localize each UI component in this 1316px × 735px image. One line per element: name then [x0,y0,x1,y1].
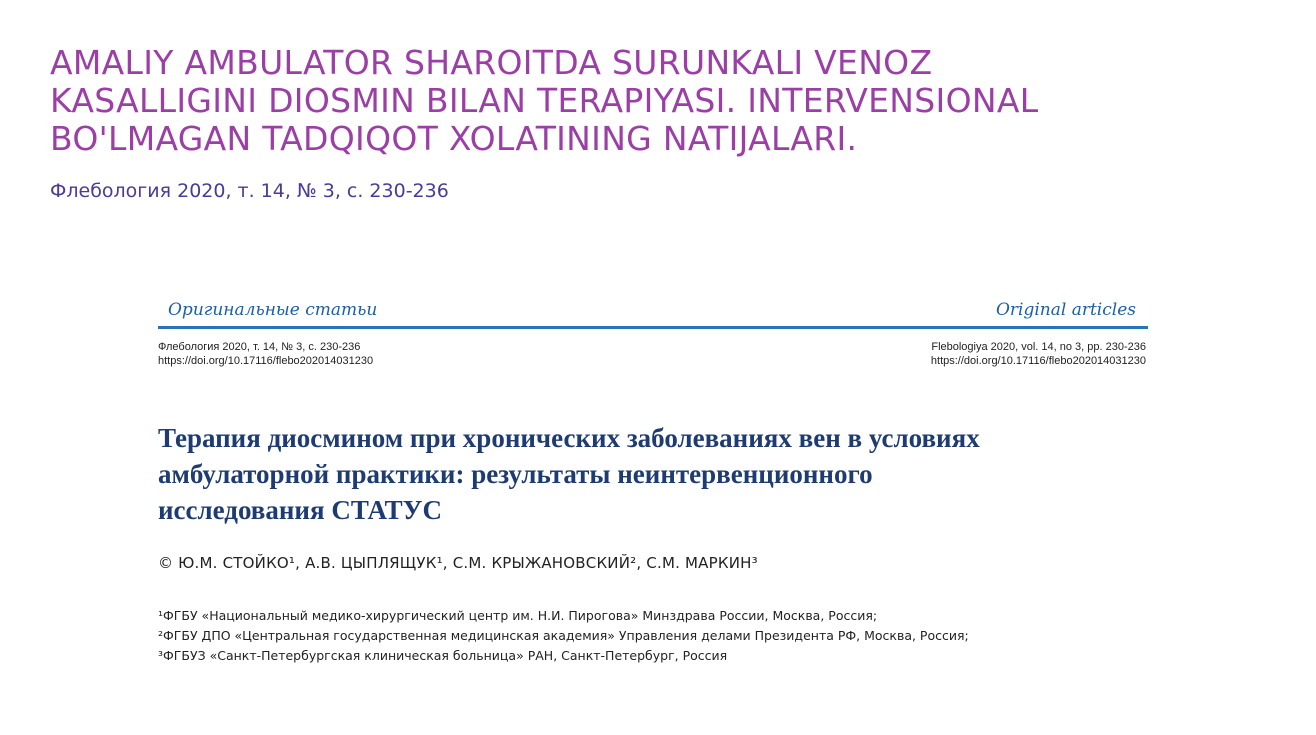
affiliation-3: ³ФГБУЗ «Санкт-Петербургская клиническая больница» РАН, Санкт-Петербург, Россия [158,648,728,663]
doi-link-left: https://doi.org/10.17116/flebo202014031230 [158,355,374,367]
article-title-line-1: Терапия диосмином при хронических заболеваниях вен в условиях [158,423,980,453]
journal-ref-ru: Флебология 2020, т. 14, № 3, с. 230-236 [158,341,361,353]
slide-title-line-1: AMALIY AMBULATOR SHAROITDA SURUNKALI VENOZ [50,43,933,82]
section-divider [158,326,1148,329]
journal-meta-ru [158,340,373,368]
article-excerpt [158,296,1148,676]
section-label-ru: Оригинальные статьи [168,300,378,320]
slide-title-line-2: KASALLIGINI DIOSMIN BILAN TERAPIYASI. INTERVENSIONAL [50,81,1039,120]
section-label-en: Original articles [995,300,1136,320]
article-authors: © Ю.М. СТОЙКО¹, А.В. ЦЫПЛЯЩУК¹, С.М. КРЫЖАНОВСКИЙ², С.М. МАРКИН³ [158,554,758,572]
journal-ref-en: Flebologiya 2020, vol. 14, no 3, pp. 230-236 [931,341,1146,353]
slide-citation: Флебология 2020, т. 14, № 3, с. 230-236 [50,180,449,202]
affiliation-2: ²ФГБУ ДПО «Центральная государственная медицинская академия» Управления делами Президента РФ, Москва, Россия; [158,628,969,643]
article-title [158,420,1138,528]
article-affiliations [158,606,969,666]
article-title-line-2: амбулаторной практики: результаты неинтервенционного [158,459,873,489]
journal-meta-en [931,340,1146,368]
article-section-header [158,296,1148,324]
slide-title-line-3: BO'LMAGAN TADQIQOT XOLATINING NATIJALARI. [50,119,858,158]
affiliation-1: ¹ФГБУ «Национальный медико-хирургический центр им. Н.И. Пирогова» Минздрава России, Москва, Россия; [158,608,878,623]
slide-title [50,44,1280,158]
article-title-line-3: исследования СТАТУС [158,495,442,525]
doi-link-right: https://doi.org/10.17116/flebo202014031230 [930,355,1146,367]
